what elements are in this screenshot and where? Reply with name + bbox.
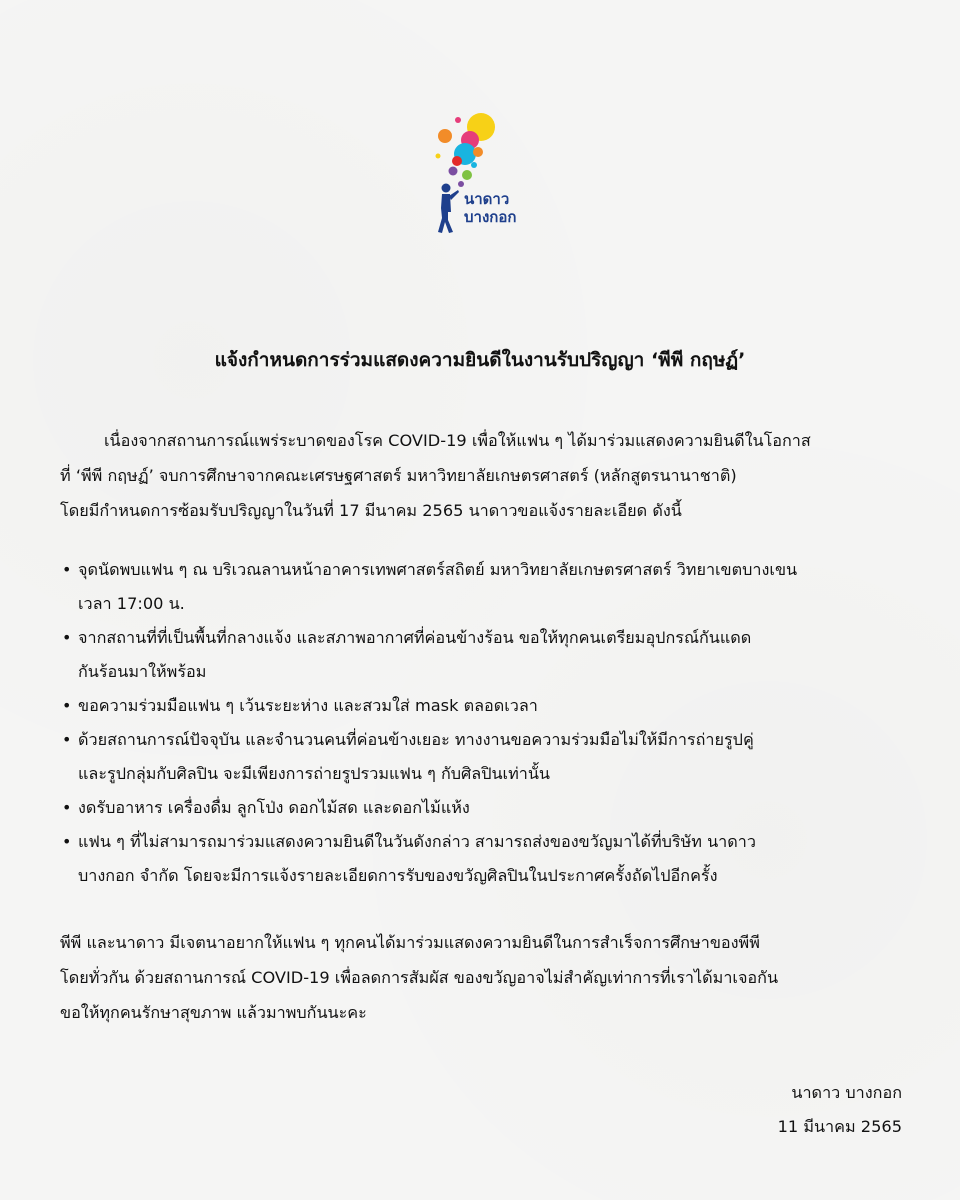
small-orange-bubble bbox=[473, 147, 483, 157]
bullet-icon: • bbox=[62, 696, 72, 715]
list-item bbox=[60, 621, 902, 689]
list-item-text: ด้วยสถานการณ์ปัจจุบัน และจำนวนคนที่ค่อนข้างเยอะ ทางงานขอความร่วมมือไม่ให้มีการถ่ายรูปคู่ bbox=[78, 730, 754, 749]
logo-text-line2: บางกอก bbox=[464, 208, 517, 226]
bullet-icon: • bbox=[62, 832, 72, 851]
list-item-text: แฟน ๆ ที่ไม่สามารถมาร่วมแสดงความยินดีในวันดังกล่าว สามารถส่งของขวัญมาได้ที่บริษัท นาดาว bbox=[78, 832, 756, 851]
nadao-bangkok-logo bbox=[428, 108, 528, 240]
list-item bbox=[60, 553, 902, 621]
list-item-text-cont: บางกอก จำกัด โดยจะมีการแจ้งรายละเอียดการรับของขวัญศิลปินในประกาศครั้งถัดไปอีกครั้ง bbox=[78, 866, 718, 885]
green-bubble bbox=[462, 170, 472, 180]
tiny-yellow-bubble bbox=[436, 154, 441, 159]
list-item-text: ขอความร่วมมือแฟน ๆ เว้นระยะห่าง และสวมใส่ mask ตลอดเวลา bbox=[78, 696, 538, 715]
closing-line: โดยทั่วกัน ด้วยสถานการณ์ COVID-19 เพื่อลดการสัมผัส ของขวัญอาจไม่สำคัญเท่าการที่เราได้มาเจอกัน bbox=[60, 968, 779, 987]
purple-bubble bbox=[449, 167, 458, 176]
bullet-icon: • bbox=[62, 798, 72, 817]
intro-line: โดยมีกำหนดการซ้อมรับปริญญาในวันที่ 17 มีนาคม 2565 นาดาวขอแจ้งรายละเอียด ดังนี้ bbox=[60, 501, 682, 520]
list-item bbox=[60, 825, 902, 893]
closing-line: พีพี และนาดาว มีเจตนาอยากให้แฟน ๆ ทุกคนได้มาร่วมแสดงความยินดีในการสำเร็จการศึกษาของพีพี bbox=[60, 933, 760, 952]
signature-block bbox=[778, 1076, 902, 1144]
intro-line: ที่ ‘พีพี กฤษฏ์’ จบการศึกษาจากคณะเศรษฐศาสตร์ มหาวิทยาลัยเกษตรศาสตร์ (หลักสูตรนานาชาติ) bbox=[60, 466, 737, 485]
red-bubble bbox=[452, 156, 462, 166]
list-item-text: งดรับอาหาร เครื่องดื่ม ลูกโป่ง ดอกไม้สด และดอกไม้แห้ง bbox=[78, 798, 470, 817]
signature-name: นาดาว บางกอก bbox=[791, 1083, 902, 1102]
tiny-purple-bubble bbox=[458, 181, 464, 187]
tiny-pink-bubble bbox=[455, 117, 461, 123]
list-item-text: จากสถานที่ที่เป็นพื้นที่กลางแจ้ง และสภาพอากาศที่ค่อนข้างร้อน ขอให้ทุกคนเตรียมอุปกรณ์กันแดด bbox=[78, 628, 752, 647]
closing-paragraph bbox=[60, 925, 902, 1030]
bullet-icon: • bbox=[62, 628, 72, 647]
announcement-title: แจ้งกำหนดการร่วมแสดงความยินดีในงานรับปริญญา ‘พีพี กฤษฏ์’ bbox=[214, 349, 746, 371]
list-item-text-cont: เวลา 17:00 น. bbox=[78, 594, 185, 613]
list-item-text-cont: และรูปกลุ่มกับศิลปิน จะมีเพียงการถ่ายรูปรวมแฟน ๆ กับศิลปินเท่านั้น bbox=[78, 764, 550, 783]
list-item-text-cont: กันร้อนมาให้พร้อม bbox=[78, 662, 207, 681]
list-item-text: จุดนัดพบแฟน ๆ ณ บริเวณลานหน้าอาคารเทพศาสตร์สถิตย์ มหาวิทยาลัยเกษตรศาสตร์ วิทยาเขตบางเขน bbox=[78, 560, 798, 579]
list-item bbox=[60, 791, 902, 825]
list-item bbox=[60, 723, 902, 791]
tiny-cyan-bubble bbox=[471, 162, 477, 168]
bullet-icon: • bbox=[62, 730, 72, 749]
intro-paragraph bbox=[60, 423, 902, 528]
logo-text-line1: นาดาว bbox=[464, 190, 510, 208]
intro-line: เนื่องจากสถานการณ์แพร่ระบาดของโรค COVID-19 เพื่อให้แฟน ๆ ได้มาร่วมแสดงความยินดีในโอกาส bbox=[104, 431, 811, 450]
bullet-icon: • bbox=[62, 560, 72, 579]
orange-bubble bbox=[438, 129, 452, 143]
details-list bbox=[60, 553, 902, 893]
juggler-figure bbox=[438, 184, 459, 234]
signature-date: 11 มีนาคม 2565 bbox=[777, 1117, 902, 1136]
closing-line: ขอให้ทุกคนรักษาสุขภาพ แล้วมาพบกันนะคะ bbox=[60, 1003, 367, 1022]
list-item bbox=[60, 689, 902, 723]
